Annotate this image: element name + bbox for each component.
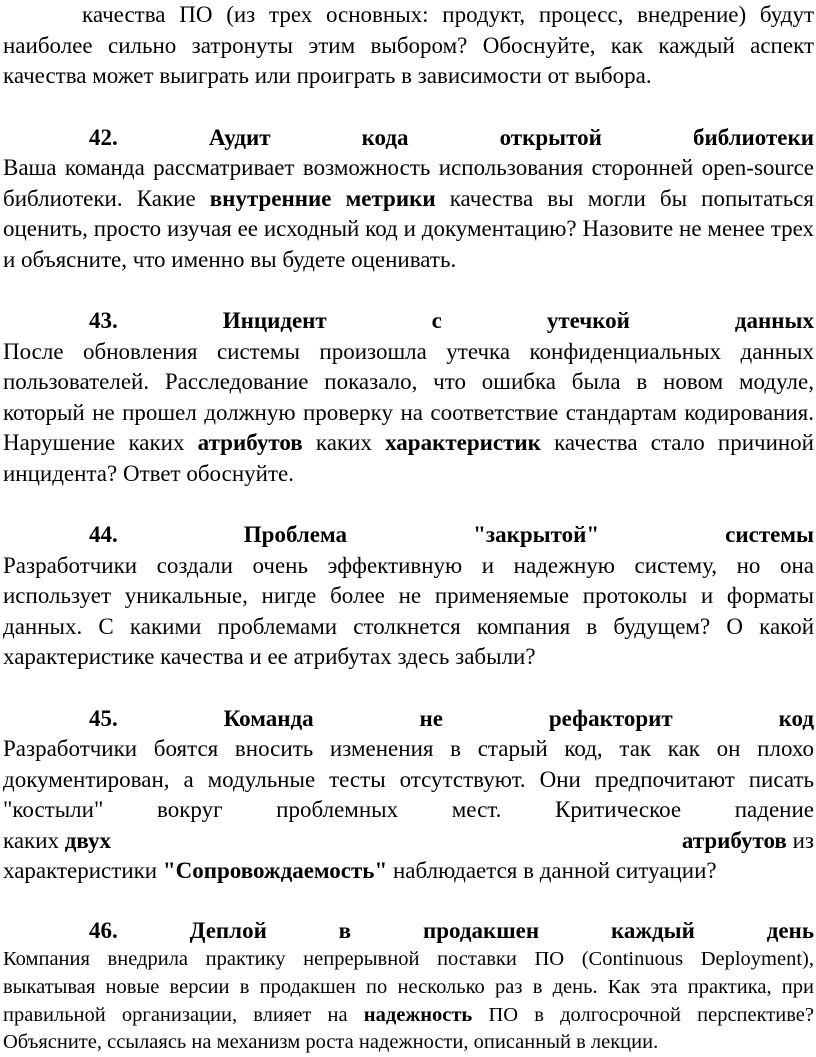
body-text: Ваша команда рассматривает возможность использования сторонней open-source библиотеки. Какие xyxy=(3,155,814,211)
heading-word: 43. xyxy=(89,308,118,333)
heading-word: в xyxy=(338,917,352,943)
question-44-body: Разработчики создали очень эффективную и надежную систему, но она использует уникальные, нигде более не применяемые протоколы и форматы данных. С какими проблемами столкнется компания в будущем? О какой характеристике качества и ее атрибутах здесь забыли? xyxy=(3,552,814,669)
body-text: наблюдается в данной ситуации? xyxy=(387,858,717,883)
heading-word: день xyxy=(766,917,814,943)
question-46-body xyxy=(3,946,814,1057)
heading-word: не xyxy=(419,705,443,731)
justified-line xyxy=(3,826,814,857)
body-text: ПО в долгосрочной перспективе? Объясните, ссылаясь на механизм роста надежности, описанный в лекции. xyxy=(3,1003,814,1054)
question-45-heading xyxy=(3,704,814,735)
heading-word: открытой xyxy=(499,124,602,150)
body-text: каких xyxy=(3,827,65,853)
heading-word: данных xyxy=(734,308,814,333)
heading-word: Деплой xyxy=(189,917,267,943)
heading-word: Аудит xyxy=(208,124,271,150)
body-text: качества вы могли бы попытаться оценить, просто изучая ее исходный код и документацию? Назовите не менее трех и объясните, что именно вы будете оценивать. xyxy=(3,185,815,272)
heading-word: код xyxy=(778,705,814,731)
heading-word: Проблема xyxy=(243,522,348,547)
heading-word: 46. xyxy=(89,917,118,943)
question-44-heading xyxy=(3,520,814,551)
heading-word: 44. xyxy=(89,522,118,547)
heading-word: Инцидент xyxy=(222,308,327,333)
heading-word: рефакторит xyxy=(548,705,673,731)
body-text: Компания внедрила практику непрерывной поставки ПО (Continuous Deployment), выкатывая новые версии в продакшен по несколько раз в день. Как эта практика, при правильной организации, влияет на xyxy=(3,948,814,1026)
heading-word: каждый xyxy=(610,917,695,943)
heading-word: утечкой xyxy=(546,308,630,333)
heading-word: кода xyxy=(361,124,409,150)
question-46-heading xyxy=(3,916,814,947)
body-text: характеристики xyxy=(3,858,163,883)
question-45-body xyxy=(3,734,814,887)
body-text: из xyxy=(786,827,814,853)
bold-term: двух xyxy=(64,827,112,853)
body-text: каких xyxy=(302,430,386,455)
bold-term: атрибутов xyxy=(681,827,787,853)
heading-word: 45. xyxy=(89,705,118,731)
bold-term: внутренние метрики xyxy=(209,185,436,211)
heading-word: библиотеки xyxy=(692,124,814,150)
heading-word: продакшен xyxy=(422,917,540,943)
heading-word: 42. xyxy=(89,124,118,150)
heading-word: с xyxy=(431,308,442,333)
intro-paragraph: качества ПО (из трех основных: продукт, процесс, внедрение) будут наиболее сильно затронуты этим выбором? Обоснуйте, как каждый аспект качества может выиграть или проиграть в зависимости от выбора. xyxy=(3,2,814,88)
body-text: После обновления системы произошла утечка конфиденциальных данных пользователей. Расследование показало, что ошибка была в новом модуле, который не прошел должную проверку на соответствие стандартам кодирования. Нарушение каких xyxy=(3,338,814,455)
body-text: Разработчики боятся вносить изменения в старый код, так как он плохо документирован, а модульные тесты отсутствуют. Они предпочитают писать "костыли" вокруг проблемных мест. Критическое падение xyxy=(3,736,814,822)
heading-word: "закрытой" xyxy=(473,522,600,547)
question-43-body xyxy=(3,337,814,490)
bold-term: надежность xyxy=(363,1003,473,1026)
heading-word: системы xyxy=(725,522,814,547)
bold-term: характеристик xyxy=(385,430,541,455)
question-42-body xyxy=(3,153,814,275)
body-text: качества стало причиной инцидента? Ответ обоснуйте. xyxy=(3,430,814,486)
bold-term: "Сопровождаемость" xyxy=(162,858,388,883)
heading-word: Команда xyxy=(223,705,314,731)
bold-term: атрибутов xyxy=(197,430,303,455)
question-42-heading xyxy=(3,123,814,154)
question-43-heading xyxy=(3,306,814,337)
